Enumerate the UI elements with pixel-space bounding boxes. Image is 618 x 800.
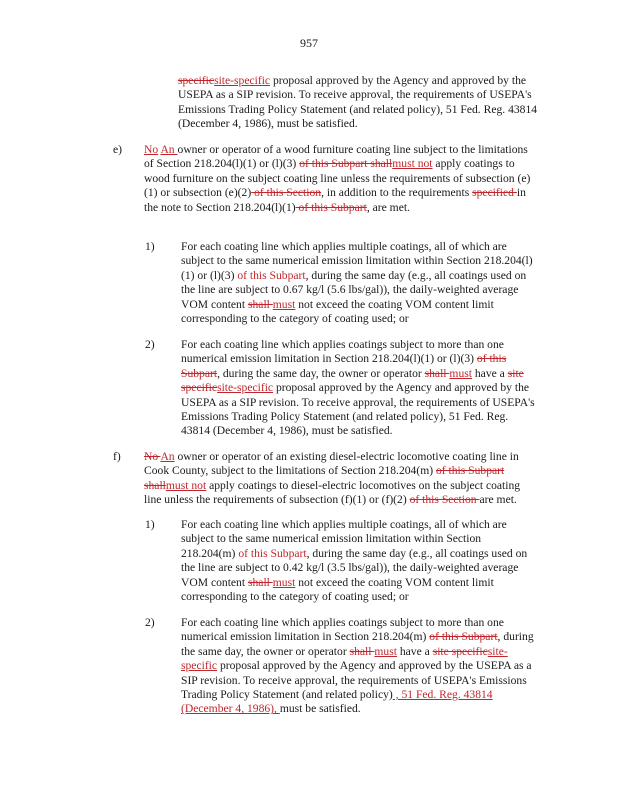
deleted-text: site specific: [432, 644, 488, 658]
text-run: , in addition to the requirements: [321, 186, 473, 200]
deleted-text: shall: [247, 297, 273, 311]
text-run: 2): [145, 616, 155, 629]
text-run: proposal approved by the Agency and approved by the USEPA as a SIP revision. To receive approval, the requirements of USEPA's Emissions Trading Policy Statement (and related policy): [181, 659, 532, 702]
text-run: For each coating line which applies coatings subject to more than one numerical emission limitation in Section 218.204(l)(1) or (l)(3): [181, 338, 504, 366]
item-e1-label: [145, 240, 155, 254]
item-f1-label: [145, 518, 155, 532]
text-run: , during the same day (e.g., all coatings used on the line are subject to 0.42 kg/l (3.5 lbs/gal)), the daily-weighted average VOM content: [181, 546, 528, 589]
deleted-text: site specific: [181, 366, 524, 395]
text-run: 1): [145, 240, 155, 253]
item-e2-label: [145, 338, 155, 352]
subsection-f-text: [144, 450, 536, 508]
deleted-text: of this Subpart shall: [299, 157, 393, 171]
deleted-text: No: [144, 450, 161, 463]
deleted-text: of this Subpart: [429, 630, 498, 644]
deleted-text: of this Section: [251, 186, 322, 200]
item-f1-text: [181, 518, 538, 604]
text-run: apply coatings to wood furniture on the subject coating line unless the requirements of subsection (e)(1) or subsection (e)(2): [144, 157, 531, 200]
deleted-text: specified: [472, 186, 517, 200]
text-run: 1): [145, 518, 155, 531]
inserted-text: site-specific: [217, 381, 274, 395]
inserted-text: must not: [165, 478, 207, 492]
deleted-text: of this Section: [409, 493, 480, 507]
inserted-text: site-specific: [214, 74, 271, 87]
inserted-text: An: [160, 450, 175, 463]
text-run: have a: [471, 366, 508, 380]
inserted-text: site-specific: [181, 644, 508, 673]
text-run: For each coating line which applies coatings subject to more than one numerical emission limitation in Section 218.204(m): [181, 616, 504, 644]
text-run: 2): [145, 338, 155, 351]
item-f2-label: [145, 616, 155, 630]
text-run: proposal approved by the Agency and approved by the USEPA as a SIP revision. To receive approval, the requirements of USEPA's Emissions Trading Policy Statement (and related policy), 51 Fed. Reg. 43814 (December 4, 1986), must be satisfied.: [178, 74, 538, 131]
text-run: must be satisfied.: [279, 702, 361, 716]
text-run: proposal approved by the Agency and approved by the USEPA as a SIP revision. To receive approval, the requirements of USEPA's Emissions Trading Policy Statement (and related policy), 51 Fed. Reg. 43814 (December 4, 1986), must be satisfied.: [181, 381, 535, 438]
continuation-paragraph: [178, 74, 538, 132]
deleted-text: shall: [424, 366, 450, 380]
text-run: , during the same day, the owner or operator: [217, 366, 425, 380]
inserted-text: must not: [392, 157, 433, 171]
text-run: owner or operator of a wood furniture coating line subject to the limitations of Section 218.204(l)(1) or (l)(3): [144, 143, 528, 171]
text-run: not exceed the coating VOM content limit corresponding to the category of coating used; or: [181, 297, 494, 326]
page-number: 957: [300, 36, 318, 50]
deleted-text: of this Subpart: [295, 200, 367, 214]
text-run: apply coatings to diesel-electric locomotives on the subject coating line unless the requirements of subsection (f)(1) or (f)(2): [144, 478, 521, 507]
text-run: , are met.: [366, 200, 410, 214]
text-run: not exceed the coating VOM content limit corresponding to the category of coating used; or: [181, 575, 494, 604]
text-run: owner or operator of an existing diesel-electric locomotive coating line in Cook County, subject to the limitations of Section 218.204(m): [144, 450, 519, 478]
item-e2-text: [181, 338, 538, 439]
deleted-text: of this Subpart shall: [144, 464, 505, 492]
inserted-text: of this Subpart: [238, 546, 307, 560]
inserted-text: must: [374, 644, 397, 658]
inserted-text: must: [449, 366, 472, 380]
text-run: have a: [396, 644, 433, 658]
item-e1-text: [181, 240, 538, 326]
text-run: f): [113, 450, 121, 463]
inserted-text: must: [272, 297, 296, 311]
inserted-text: of this Subpart: [237, 268, 306, 282]
inserted-text: , 51 Fed. Reg. 43814 (December 4, 1986),: [181, 688, 493, 716]
deleted-text: of this Subpart: [181, 352, 507, 380]
text-run: in the note to Section 218.204(l)(1): [144, 186, 526, 214]
text-run: are met.: [479, 493, 517, 507]
deleted-text: shall: [247, 575, 273, 589]
deleted-text: specific: [178, 74, 215, 87]
item-f2-text: [181, 616, 538, 717]
text-run: e): [113, 143, 123, 156]
inserted-text: An: [160, 143, 178, 156]
subsection-e-label: [113, 143, 122, 157]
subsection-e-text: [144, 143, 536, 215]
text-run: , during the same day (e.g., all coatings used on the line are subject to 0.67 kg/l (5.6 lbs/gal)), the daily-weighted average VOM content: [181, 268, 527, 311]
inserted-text: No: [144, 143, 159, 156]
text-run: , during the same day, the owner or operator: [181, 630, 534, 658]
inserted-text: must: [272, 575, 296, 589]
text-run: For each coating line which applies multiple coatings, all of which are subject to the same numerical emission limitation within Section 218.204(m): [181, 518, 507, 560]
subsection-f-label: [113, 450, 121, 464]
deleted-text: shall: [349, 644, 375, 658]
text-run: For each coating line which applies multiple coatings, all of which are subject to the same numerical emission limitation within Section 218.204(l)(1) or (l)(3): [181, 240, 533, 282]
